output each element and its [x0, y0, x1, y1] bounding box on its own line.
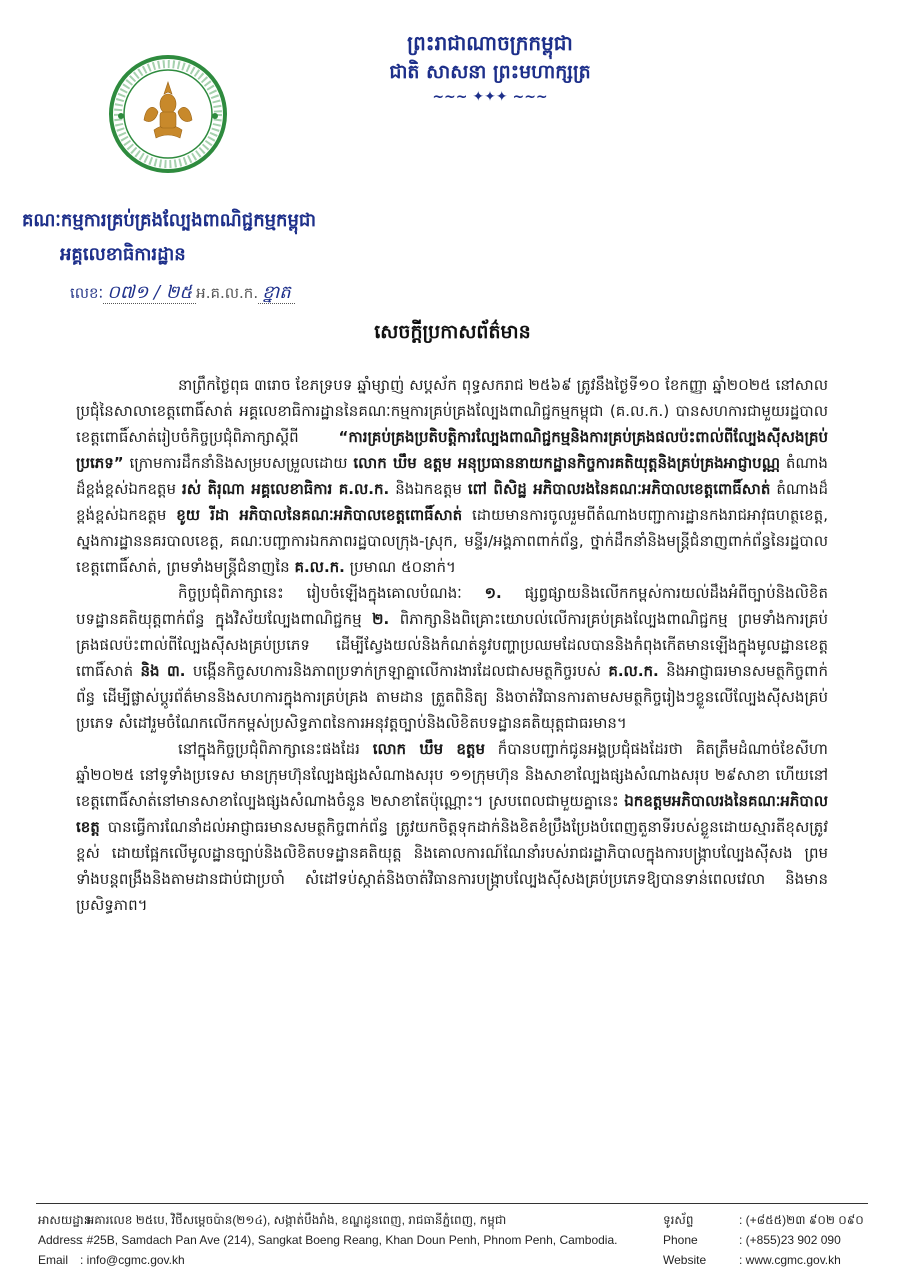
- ornament-divider: ~~~ ✦✦✦ ~~~: [432, 89, 548, 105]
- ref-label: លេខៈ: [70, 284, 104, 302]
- document-body: [76, 372, 828, 918]
- reference-number-line: [70, 280, 295, 307]
- tel-km-row: ទូរស័ព្ទ : (+៨៥៥)២៣ ៩០២ ០៩០: [663, 1213, 864, 1227]
- ref-number: ០៧១ / ២៥: [103, 282, 196, 304]
- email-row: Email : info@cgmc.gov.kh: [38, 1250, 74, 1270]
- document-title: សេចក្តីប្រកាសព័ត៌មាន: [374, 321, 531, 343]
- address-en-row: Address : #25B, Samdach Pan Ave (214), Sangkat Boeng Reang, Khan Doun Penh, Phnom Penh, Cambodia.: [38, 1233, 618, 1247]
- paragraph-2: កិច្ចប្រជុំពិភាក្សានេះ រៀបចំឡើងក្នុងគោលបំណងៈ ១. ផ្សព្វផ្សាយនិងលើកកម្ពស់ការយល់ដឹងអំពីច្បាប់និងលិខិតបទដ្ឋានគតិយុត្តពាក់ព័ន្ធ ក្នុងវិស័យល្បែងពាណិជ្ជកម្ម ២. ពិភាក្សានិងពិគ្រោះយោបល់លើការគ្រប់គ្រងល្បែងពាណិជ្ជកម្ម ព្រមទាំងការគ្រប់គ្រងផលប៉ះពាល់ពីល្បែងស៊ីសងគ្រប់ប្រភេទ ដើម្បីស្វែងយល់និងកំណត់នូវបញ្ហាប្រឈមដែលបាននិងកំពុងកើតមានឡើងក្នុងមូលដ្ឋានខេត្តពោធិ៍សាត់ និង ៣. បង្កើនកិច្ចសហការនិងភាពប្រទាក់ក្រឡាគ្នាលើការងារដែលជាសមត្ថកិច្ចរបស់ គ.ល.ក. និងអាជ្ញាធរមានសមត្ថកិច្ចពាក់ព័ន្ធ ដើម្បីផ្លាស់ប្តូរព័ត៌មាននិងសហការក្នុងការគ្រប់គ្រង តាមដាន ត្រួតពិនិត្យ និងចាត់វិធានការតាមសមត្ថកិច្ចរៀងៗខ្លួនលើល្បែងស៊ីសងគ្រប់ប្រភេទ សំដៅរួមចំណែកលើកកម្ពស់ប្រសិទ្ធភាពនៃការអនុវត្តច្បាប់និងលិខិតបទដ្ឋានគតិយុត្តជាធរមាន។: [76, 584, 828, 732]
- website-row: Website : www.cgmc.gov.kh: [663, 1250, 733, 1270]
- address-km-row: អាសយដ្ឋាន : អគារលេខ ២៥បេ, វិថីសម្តេចប៉ាន(២១៤), សង្កាត់បឹងរាំង, ខណ្ឌដូនពេញ, រាជធានីភ្នំពេញ, កម្ពុជា: [38, 1213, 507, 1227]
- paragraph-1: នាព្រឹកថ្ងៃពុធ ៣រោច ខែភទ្របទ ឆ្នាំម្សាញ់ សប្តស័ក ពុទ្ធសករាជ ២៥៦៩ ត្រូវនឹងថ្ងៃទី១០ ខែកញ្ញា ឆ្នាំ២០២៥ នៅសាលប្រជុំនៃសាលាខេត្តពោធិ៍សាត់ អគ្គលេខាធិការដ្ឋាននៃគណៈកម្មការគ្រប់គ្រងល្បែងពាណិជ្ជកម្មកម្ពុជា (គ.ល.ក.) បានសហការជាមួយរដ្ឋបាលខេត្តពោធិ៍សាត់រៀបចំកិច្ចប្រជុំពិភាក្សាស្តីពី “ការគ្រប់គ្រងប្រតិបត្តិការល្បែងពាណិជ្ជកម្មនិងការគ្រប់គ្រងផលប៉ះពាល់ពីល្បែងស៊ីសងគ្រប់ប្រភេទ” ក្រោមការដឹកនាំនិងសម្របសម្រួលដោយ លោក ឃឹម ឧត្តម អនុប្រធាននាយកដ្ឋានកិច្ចការគតិយុត្តនិងគ្រប់គ្រងអាជ្ញាបណ្ណ តំណាងដ៏ខ្ពង់ខ្ពស់ឯកឧត្តម រស់ តិរុណា អគ្គលេខាធិការ គ.ល.ក. និងឯកឧត្តម ពៅ ពិសិដ្ឋ អភិបាលរងនៃគណៈអភិបាលខេត្តពោធិ៍សាត់ តំណាងដ៏ខ្ពង់ខ្ពស់ឯកឧត្តម ខូយ រីដា អភិបាលនៃគណៈអភិបាលខេត្តពោធិ៍សាត់ ដោយមានការចូលរួមពីតំណាងបញ្ជាការដ្ឋានកងរាជអាវុធហត្ថខេត្ត, ស្នងការដ្ឋាននគរបាលខេត្ត, គណៈបញ្ជាការឯកភាពរដ្ឋបាលក្រុង-ស្រុក, មន្ទីរ/អង្គភាពពាក់ព័ន្ធ, ថ្នាក់ដឹកនាំនិងមន្ត្រីជំនាញពាក់ព័ន្ធនៃរដ្ឋបាលខេត្តពោធិ៍សាត់, ព្រមទាំងមន្ត្រីជំនាញនៃ គ.ល.ក. ប្រមាណ ៥០នាក់។: [76, 376, 829, 576]
- kingdom-title: ព្រះរាជាណាចក្រកម្ពុជា: [407, 31, 573, 55]
- phone-row: Phone : (+855)23 902 090: [663, 1233, 841, 1247]
- commission-name: គណៈកម្មការគ្រប់គ្រងល្បែងពាណិជ្ជកម្មកម្ពុជា: [22, 210, 317, 231]
- kingdom-heading: [340, 28, 640, 108]
- ref-suffix: អ.គ.ល.ក.: [196, 284, 259, 302]
- footer-divider: [36, 1203, 868, 1204]
- national-motto: ជាតិ សាសនា ព្រះមហាក្សត្រ: [389, 61, 591, 83]
- paragraph-3: នៅក្នុងកិច្ចប្រជុំពិភាក្សានេះផងដែរ លោក ឃឹម ឧត្តម ក៏បានបញ្ជាក់ជូនអង្គប្រជុំផងដែរថា គិតត្រឹមដំណាច់ខែសីហា ឆ្នាំ២០២៥ នៅទូទាំងប្រទេស មានក្រុមហ៊ុនល្បែងផ្សងសំណាងសរុប ១១ក្រុមហ៊ុន និងសាខាល្បែងផ្សងសំណាងសរុប ២៩សាខា ហើយនៅខេត្តពោធិ៍សាត់នៅមានសាខាល្បែងផ្សងសំណាងចំនួន ២សាខាតែប៉ុណ្ណោះ។ ស្របពេលជាមួយគ្នានេះ ឯកឧត្តមអភិបាលរងនៃគណៈអភិបាលខេត្ត បានធ្វើការណែនាំដល់អាជ្ញាធរមានសមត្ថកិច្ចពាក់ព័ន្ធ ត្រូវយកចិត្តទុកដាក់និងខិតខំប្រឹងប្រែងបំពេញតួនាទីរបស់ខ្លួនដោយស្មារតីខុសត្រូវខ្ពស់ ដោយផ្អែកលើមូលដ្ឋានច្បាប់និងលិខិតបទដ្ឋានគតិយុត្ត និងគោលការណ៍ណែនាំរបស់រាជរដ្ឋាភិបាលក្នុងការបង្ក្រាបល្បែងស៊ីសង ព្រមទាំងបន្តពង្រឹងនិងតាមដានជាប់ជាប្រចាំ សំដៅទប់ស្កាត់និងចាត់វិធានការបង្ក្រាបល្បែងស៊ីសងគ្រប់ប្រភេទឱ្យបានទាន់ពេលវេលា និងមានប្រសិទ្ធភាព។: [76, 740, 828, 914]
- secretariat-name: អគ្គលេខាធិការដ្ឋាន: [60, 244, 186, 265]
- email-link[interactable]: : info@cgmc.gov.kh: [80, 1253, 185, 1267]
- website-link[interactable]: : www.cgmc.gov.kh: [739, 1253, 841, 1267]
- commission-seal-logo: [108, 54, 228, 202]
- ref-tail: ខ្នាត: [258, 282, 295, 304]
